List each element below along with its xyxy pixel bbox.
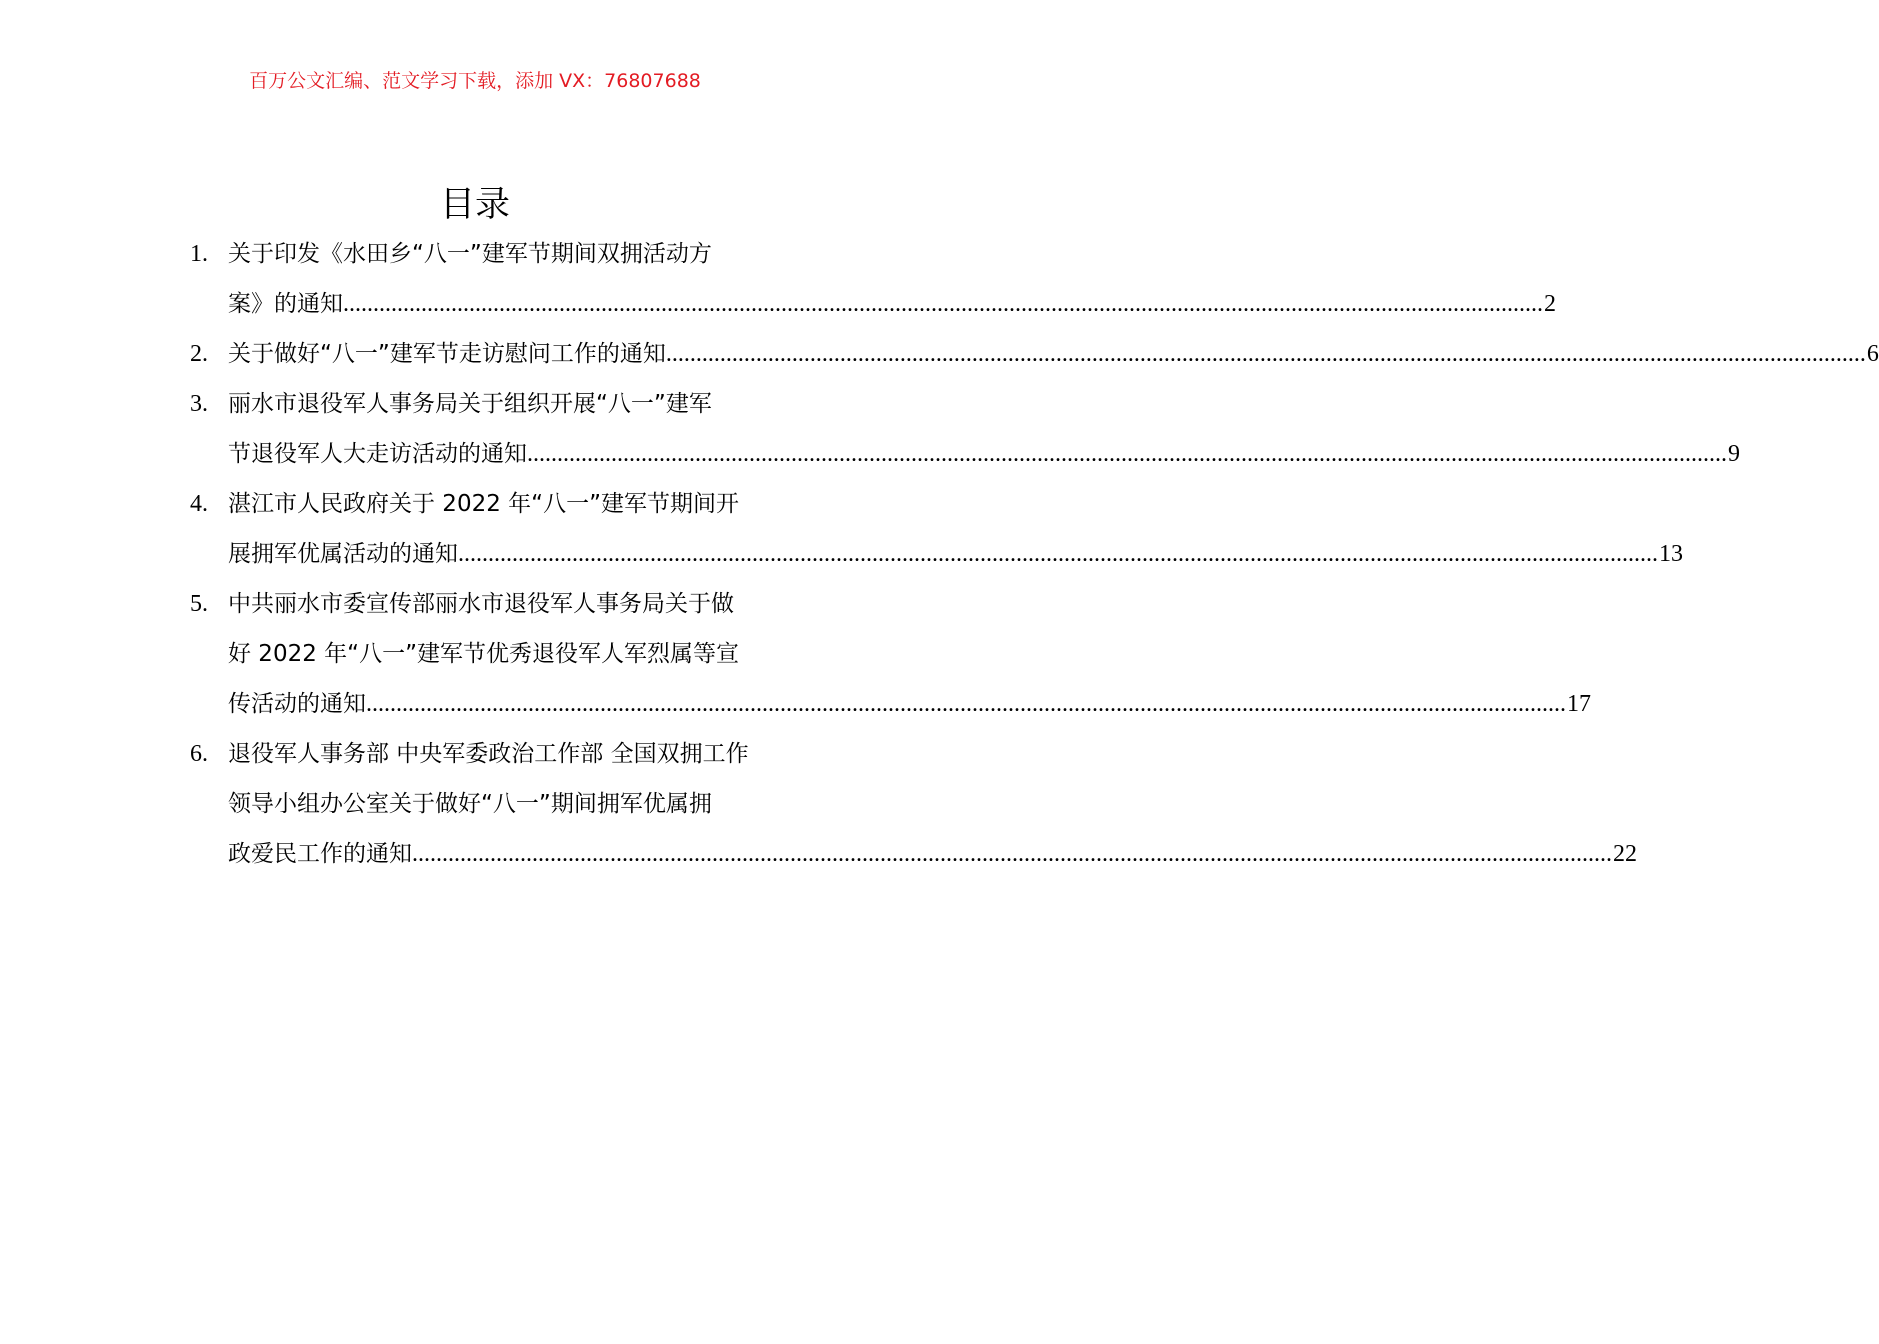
header-notice: 百万公文汇编、范文学习下载，添加 VX：76807688: [249, 70, 701, 92]
toc-page-number: 9: [1728, 441, 1740, 467]
toc-dot-leader: ........................................................................................................................................................................................................: [527, 441, 1727, 467]
toc-entry-number: 4.: [190, 491, 208, 517]
toc-page-number: 2: [1544, 291, 1556, 317]
toc-entry-number: 3.: [190, 391, 208, 417]
page-title: 目录: [439, 185, 510, 225]
toc-dot-leader: ........................................................................................................................................................................................................: [665, 341, 1866, 367]
toc-entry-line: 关于印发《水田乡“八一”建军节期间双拥活动方: [228, 241, 712, 267]
toc-page-number: 13: [1659, 541, 1683, 567]
toc-page-number: 17: [1567, 691, 1591, 717]
toc-dot-leader: ........................................................................................................................................................................................................: [343, 291, 1543, 317]
toc-dot-leader: ........................................................................................................................................................................................................: [458, 541, 1658, 567]
toc-entry-line: 领导小组办公室关于做好“八一”期间拥军优属拥: [228, 791, 712, 817]
toc-entry-line: 丽水市退役军人事务局关于组织开展“八一”建军: [228, 391, 712, 417]
toc-entry[interactable]: [190, 229, 1556, 329]
toc-entry-number: 1.: [190, 241, 208, 267]
toc-entry-line: 好 2022 年“八一”建军节优秀退役军人军烈属等宣: [228, 641, 739, 667]
toc-entry-line: 中共丽水市委宣传部丽水市退役军人事务局关于做: [228, 591, 734, 617]
toc-entry-title: 关于做好“八一”建军节走访慰问工作的通知: [228, 341, 666, 367]
toc-entry[interactable]: [190, 729, 1637, 879]
table-of-contents: [190, 229, 1879, 879]
toc-entry[interactable]: [190, 379, 1740, 479]
toc-entry-line: [228, 679, 1591, 729]
toc-entry-title: 节退役军人大走访活动的通知: [228, 441, 527, 467]
toc-entry-number: 2.: [190, 341, 208, 367]
toc-entry-title: 展拥军优属活动的通知: [228, 541, 458, 567]
toc-entry-line: [228, 429, 1740, 479]
toc-entry-line: [228, 829, 1637, 879]
toc-dot-leader: ........................................................................................................................................................................................................: [412, 841, 1612, 867]
toc-entry-number: 6.: [190, 741, 208, 767]
toc-entry[interactable]: [190, 329, 1879, 379]
toc-entry-title: 案》的通知: [228, 291, 343, 317]
toc-entry-line: [228, 529, 1683, 579]
toc-dot-leader: ........................................................................................................................................................................................................: [366, 691, 1566, 717]
toc-entry-line: [228, 279, 1556, 329]
toc-entry[interactable]: [190, 479, 1683, 579]
toc-entry-line: 湛江市人民政府关于 2022 年“八一”建军节期间开: [228, 491, 739, 517]
toc-entry[interactable]: [190, 579, 1591, 729]
toc-entry-number: 5.: [190, 591, 208, 617]
toc-entry-line: [228, 329, 1879, 379]
toc-entry-line: 退役军人事务部 中央军委政治工作部 全国双拥工作: [228, 741, 749, 767]
toc-page-number: 22: [1613, 841, 1637, 867]
toc-entry-title: 政爱民工作的通知: [228, 841, 412, 867]
toc-entry-title: 传活动的通知: [228, 691, 366, 717]
toc-page-number: 6: [1866, 341, 1879, 367]
